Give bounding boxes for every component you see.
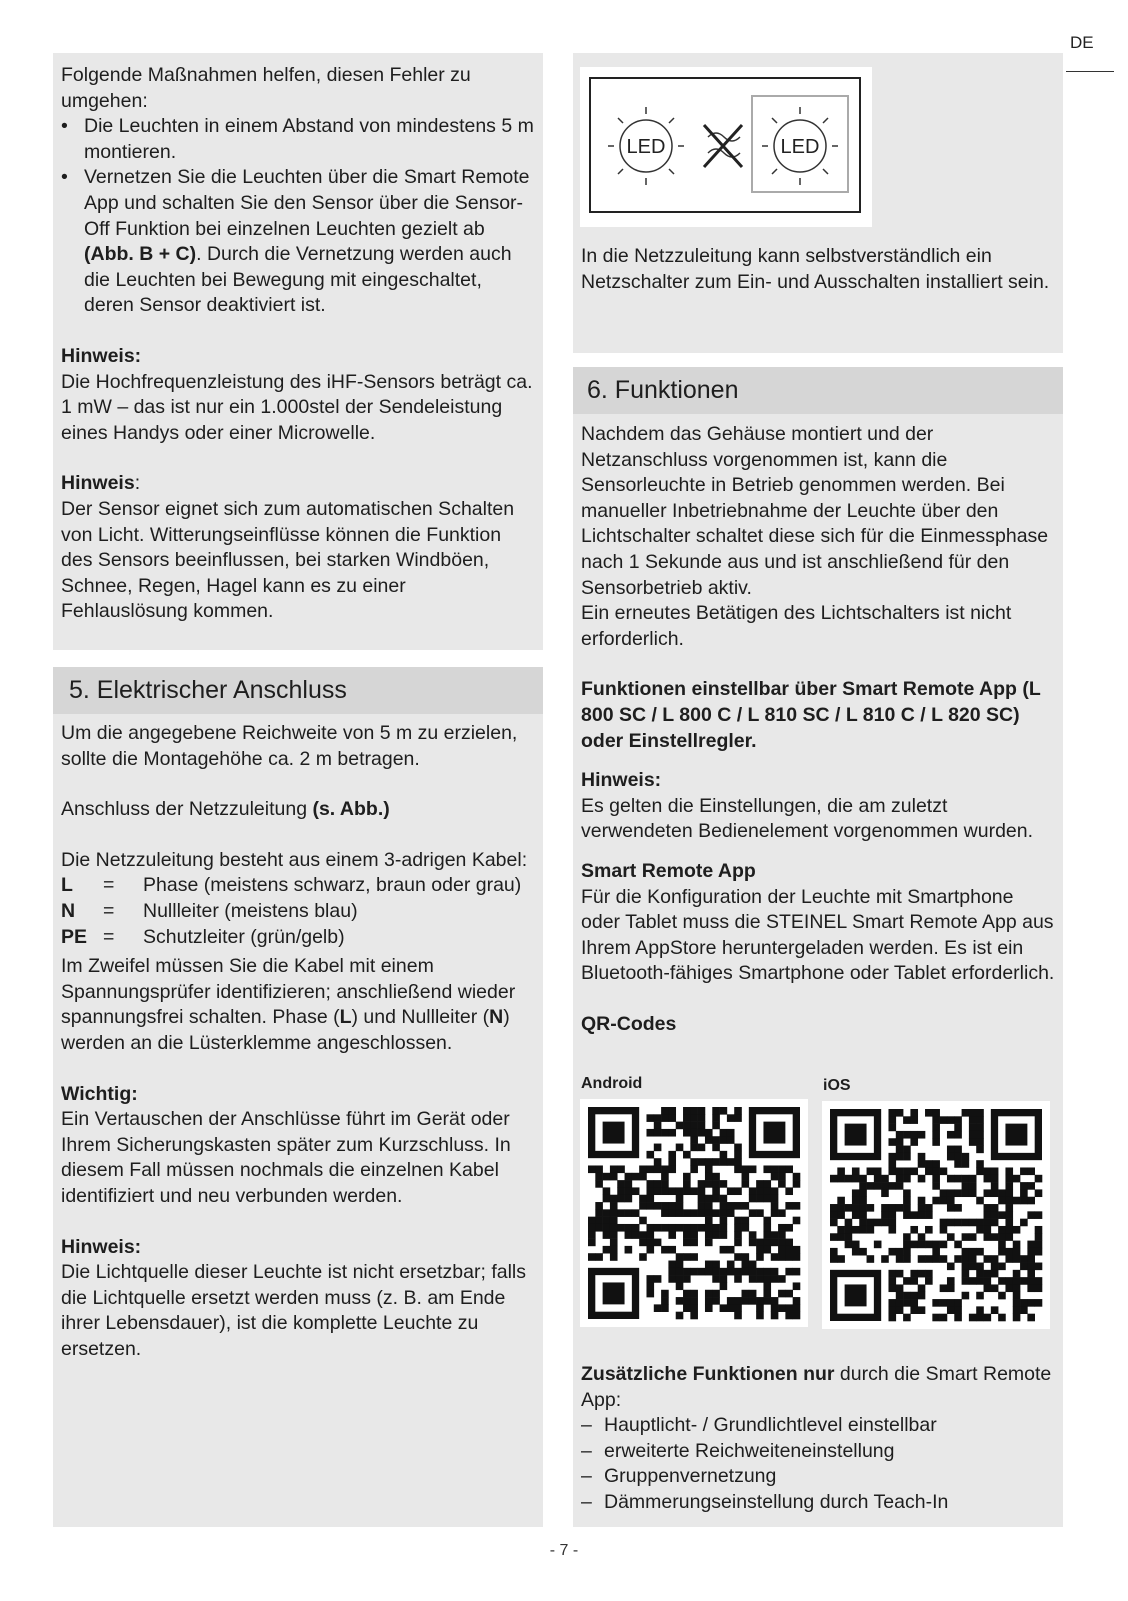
list-item: • Die Leuchten in einem Abstand von mindestens 5 m montieren. [61, 115, 534, 163]
note-title: Hinweis: [61, 344, 142, 367]
app-text: Für die Konfiguration der Leuchte mit Smartphone oder Tablet muss die STEINEL Smart Remote App aus Ihrem AppStore heruntergeladen werden. Es ist ein Bluetooth-fähiges Smartphone oder Tablet erforderlich. [581, 885, 1055, 985]
intro-text: Folgende Maßnahmen helfen, diesen Fehler zu umgehen: [61, 64, 471, 112]
voltage-test-text: Im Zweifel müssen Sie die Kabel mit einem Spannungsprüfer identifizieren; anschließend wieder spannungsfrei schalten. Phase (L) und Nullleiter (N) werden an die Lüsterklemme angeschlossen. [61, 955, 516, 1054]
extra-functions-intro: Zusätzliche Funktionen nur durch die Smart Remote App: [581, 1363, 1052, 1411]
list-item: – erweiterte Reichweiteneinstellung [581, 1439, 895, 1462]
page-number: - 7 - [549, 1542, 579, 1559]
settings-title: Funktionen einstellbar über Smart Remote App (L 800 SC / L 800 C / L 810 SC / L 810 C / L 820 SC) oder Einstellregler. [581, 678, 1041, 752]
qr-code-android [580, 1099, 808, 1327]
led-label: LED [780, 136, 820, 158]
note-title: Hinweis: [61, 472, 141, 495]
important-title: Wichtig: [61, 1082, 138, 1105]
led-figure [580, 67, 872, 227]
operation-text-2: Ein erneutes Betätigen des Lichtschalters ist nicht erforderlich. [581, 602, 1012, 650]
left-upper-box [53, 53, 543, 650]
list-item: – Dämmerungseinstellung durch Teach-In [581, 1490, 949, 1513]
connection-text: Anschluss der Netzzuleitung (s. Abb.) [61, 798, 390, 821]
measures-list [61, 114, 535, 319]
note-text: Die Lichtquelle dieser Leuchte ist nicht ersetzbar; falls die Lichtquelle ersetzt werden muss (z. B. am Ende ihrer Lebensdauer), ist die komplette Leuchte zu ersetzen. [61, 1261, 526, 1360]
led-label: LED [626, 136, 666, 158]
section-heading: 6. Funktionen [573, 367, 1063, 414]
section-6-box [573, 367, 1063, 1527]
section-5-box [53, 667, 543, 1527]
important-text: Ein Vertauschen der Anschlüsse führt im Gerät oder Ihrem Sicherungskasten später zum Kurzschluss. In diesem Fall müssen nochmals die einzelnen Kabel identifiziert und neu verbunden werden. [61, 1108, 511, 1207]
language-tag: DE [1070, 33, 1094, 52]
qr-title: QR-Codes [581, 1012, 677, 1035]
extra-functions-list [581, 1413, 1055, 1515]
list-item: – Hauptlicht- / Grundlichtlevel einstellbar [581, 1414, 937, 1437]
qr-label-ios: iOS [823, 1077, 851, 1094]
switch-text: In die Netzzuleitung kann selbstverständlich ein Netzschalter zum Ein- und Ausschalten installiert sein. [581, 245, 1050, 293]
note-title: Hinweis: [581, 769, 662, 792]
operation-text: Nachdem das Gehäuse montiert und der Netzanschluss vorgenommen ist, kann die Sensorleuchte in Betrieb genommen werden. Bei manueller Inbetriebnahme der Leuchte über den Lichtschalter schaltet diese sich für die Einmessphase nach 1 Sekunde aus und ist anschließend für den Sensorbetrieb aktiv. [581, 423, 1049, 599]
note-text: Die Hochfrequenzleistung des iHF-Sensors beträgt ca. 1 mW – das ist nur ein 1.000stel der Sendeleistung eines Handys oder einer Microwelle. [61, 370, 533, 444]
led-diagram [580, 67, 872, 227]
app-title: Smart Remote App [581, 859, 756, 882]
note-text: Es gelten die Einstellungen, die am zuletzt verwendeten Bedienelement vorgenommen wurden. [581, 794, 1034, 843]
wire-definitions: L = Phase (meistens schwarz, braun oder grau) N = Nullleiter (meistens blau) PE = Schutzleiter (grün/gelb) [61, 874, 522, 948]
right-upper-box [573, 53, 1063, 353]
note-title: Hinweis: [61, 1235, 142, 1258]
section-heading: 5. Elektrischer Anschluss [53, 667, 543, 714]
qr-code-ios [822, 1101, 1050, 1329]
language-underline [1066, 71, 1114, 72]
list-item: • Vernetzen Sie die Leuchten über die Smart Remote App und schalten Sie den Sensor über die Sensor-Off Funktion bei einzelnen Leuchten gezielt ab (Abb. B + C). Durch die Vernetzung werden auch die Leuchten bei Bewegung mit eingeschaltet, deren Sensor deaktiviert ist. [61, 166, 530, 317]
note-text: Der Sensor eignet sich zum automatischen Schalten von Licht. Witterungseinflüsse können die Funktion des Sensors beeinflussen, bei starken Windböen, Schnee, Regen, Hagel kann es zu einer Fehlauslösung kommen. [61, 497, 515, 623]
range-text: Um die angegebene Reichweite von 5 m zu erzielen, sollte die Montagehöhe ca. 2 m betragen. [61, 722, 518, 770]
cable-text: Die Netzzuleitung besteht aus einem 3-adrigen Kabel: [61, 848, 528, 871]
list-item: – Gruppenvernetzung [581, 1465, 777, 1488]
qr-label-android: Android [581, 1075, 643, 1092]
